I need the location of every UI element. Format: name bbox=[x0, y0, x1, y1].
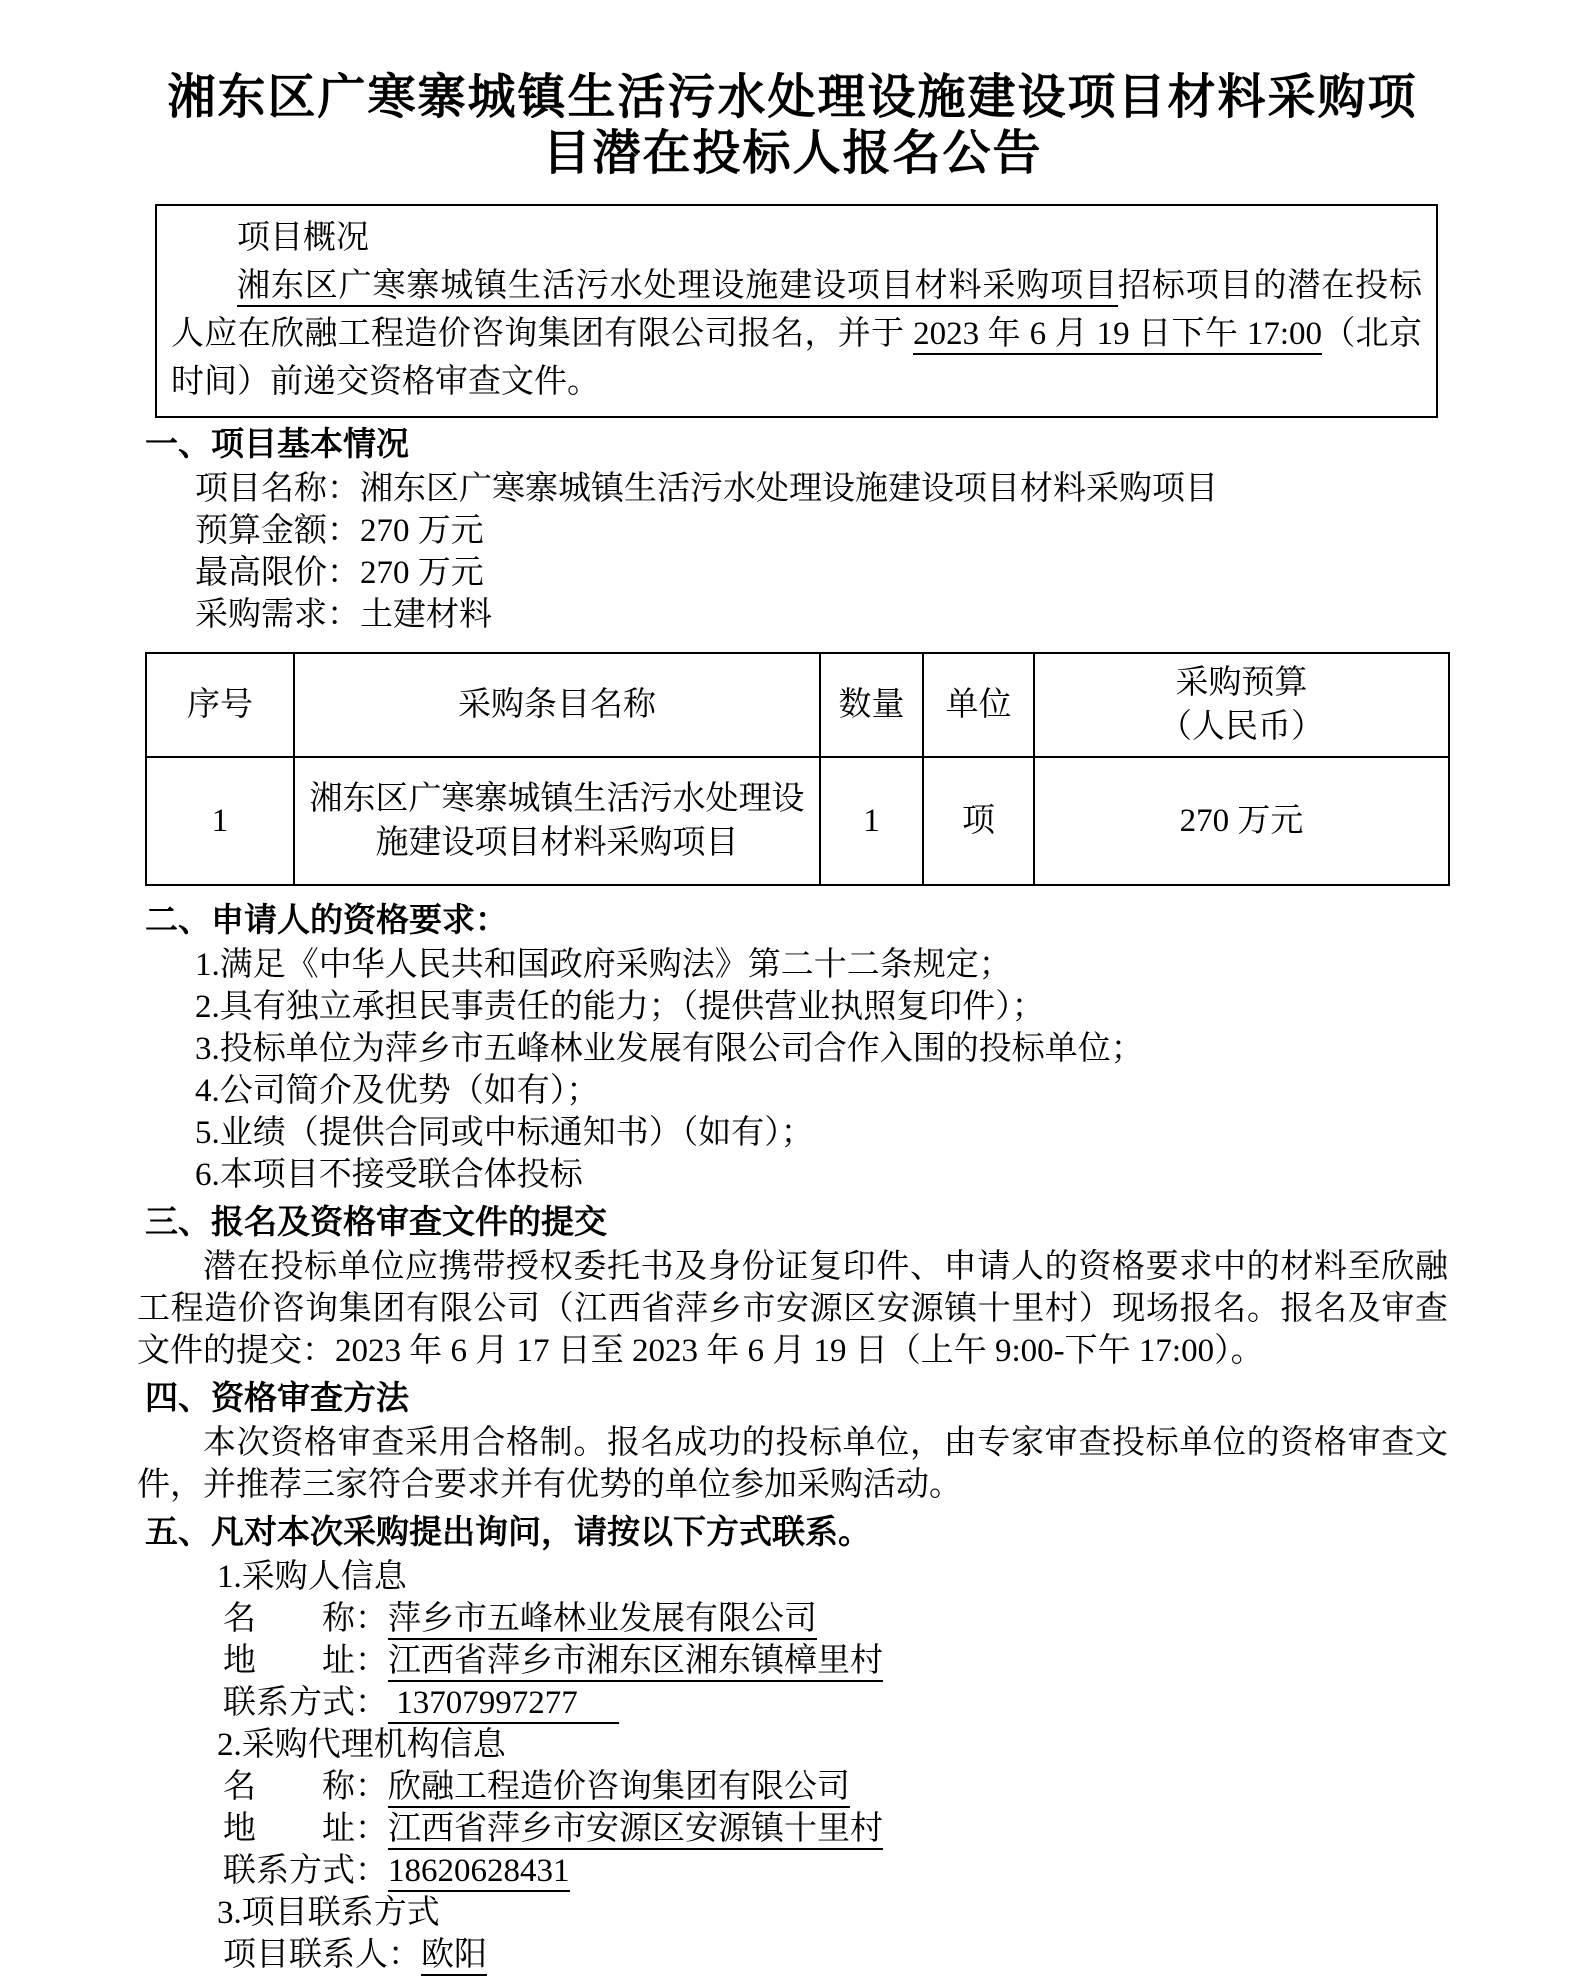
section4-paragraph: 本次资格审查采用合格制。报名成功的投标单位，由专家审查投标单位的资格审查文件，并推荐三家符合要求并有优势的单位参加采购活动。 bbox=[137, 1425, 1448, 1503]
section3-paragraph: 潜在投标单位应携带授权委托书及身份证复印件、申请人的资格要求中的材料至欣融工程造价咨询集团有限公司（江西省萍乡市安源区安源镇十里村）现场报名。报名及审查文件的提交：2023 年 6 月 17 日至 2023 年 6 月 19 日（上午 9:00-下午 17:00）。 bbox=[137, 1249, 1448, 1369]
cell-name: 湘东区广寒寨城镇生活污水处理设施建设项目材料采购项目 bbox=[294, 757, 820, 885]
header-cell-qty: 数量 bbox=[820, 653, 923, 757]
cell-no: 1 bbox=[146, 757, 294, 885]
budget-amount-line: 预算金额：270 万元 bbox=[195, 513, 484, 549]
section2-heading: 二、申请人的资格要求： bbox=[145, 903, 508, 939]
purchaser-contact-value: 13707997277 bbox=[388, 1685, 619, 1724]
agency-name-value: 欣融工程造价咨询集团有限公司 bbox=[388, 1769, 850, 1808]
agency-contact-line bbox=[137, 1850, 1448, 1892]
requirement-item-4: 4.公司简介及优势（如有）； bbox=[195, 1073, 600, 1109]
section3-heading: 三、报名及资格审查文件的提交 bbox=[145, 1205, 607, 1241]
page-title-line2: 目潜在投标人报名公告 bbox=[542, 127, 1043, 180]
project-contact-person-line bbox=[137, 1934, 1448, 1976]
purchaser-name-label: 名 称： bbox=[223, 1601, 388, 1637]
requirement-item-2: 2.具有独立承担民事责任的能力；（提供营业执照复印件）； bbox=[195, 989, 1045, 1025]
project-name-line: 项目名称：湘东区广寒寨城镇生活污水处理设施建设项目材料采购项目 bbox=[195, 471, 1218, 507]
price-cap-line: 最高限价：270 万元 bbox=[195, 555, 484, 591]
procurement-demand-line: 采购需求：土建材料 bbox=[195, 597, 492, 633]
page-title-line1: 湘东区广寒寨城镇生活污水处理设施建设项目材料采购项 bbox=[167, 71, 1418, 124]
requirement-item-3: 3.投标单位为萍乡市五峰林业发展有限公司合作入围的投标单位； bbox=[195, 1031, 1144, 1067]
agency-address-line bbox=[137, 1808, 1448, 1850]
header-cell-unit: 单位 bbox=[923, 653, 1034, 757]
overview-text-segment: 招标项目的潜在投标人应在欣融工程造价咨询集团有限公司报名，并于 bbox=[171, 268, 1423, 352]
header-cell-no: 序号 bbox=[146, 653, 294, 757]
overview-label: 项目概况 bbox=[237, 220, 369, 256]
page-title bbox=[137, 70, 1448, 182]
overview-text-segment-end: （北京时间）前递交资格审查文件。 bbox=[171, 316, 1423, 400]
purchaser-info-subheading: 1.采购人信息 bbox=[217, 1559, 407, 1595]
procurement-items-table bbox=[145, 652, 1450, 886]
project-contact-person-value: 欧阳 bbox=[421, 1937, 487, 1976]
table-row bbox=[146, 757, 1449, 885]
section1-heading: 一、项目基本情况 bbox=[145, 427, 409, 463]
agency-name-line bbox=[137, 1766, 1448, 1808]
cell-qty: 1 bbox=[820, 757, 923, 885]
purchaser-name-line bbox=[137, 1598, 1448, 1640]
requirement-item-6: 6.本项目不接受联合体投标 bbox=[195, 1157, 583, 1193]
overview-project-name-underlined: 湘东区广寒寨城镇生活污水处理设施建设项目材料采购项目 bbox=[237, 268, 1118, 307]
agency-contact-label: 联系方式： bbox=[223, 1853, 388, 1889]
header-budget-line1: 采购预算 bbox=[1175, 665, 1308, 701]
table-header-row bbox=[146, 653, 1449, 757]
agency-name-label: 名 称： bbox=[223, 1769, 388, 1805]
purchaser-name-value: 萍乡市五峰林业发展有限公司 bbox=[388, 1601, 817, 1640]
purchaser-address-label: 地 址： bbox=[223, 1643, 388, 1679]
agency-address-label: 地 址： bbox=[223, 1811, 388, 1847]
project-overview-box bbox=[155, 204, 1438, 418]
header-cell-budget bbox=[1034, 653, 1449, 757]
agency-address-value: 江西省萍乡市安源区安源镇十里村 bbox=[388, 1811, 883, 1850]
overview-deadline-underlined: 2023 年 6 月 19 日下午 17:00 bbox=[913, 316, 1322, 355]
purchaser-address-value: 江西省萍乡市湘东区湘东镇樟里村 bbox=[388, 1643, 883, 1682]
project-contact-subheading: 3.项目联系方式 bbox=[217, 1895, 440, 1931]
project-contact-person-label: 项目联系人： bbox=[223, 1937, 421, 1973]
cell-budget: 270 万元 bbox=[1034, 757, 1449, 885]
section5-heading: 五、凡对本次采购提出询问，请按以下方式联系。 bbox=[145, 1515, 871, 1551]
agency-contact-value: 18620628431 bbox=[388, 1853, 570, 1892]
requirement-item-5: 5.业绩（提供合同或中标通知书）（如有）； bbox=[195, 1115, 814, 1151]
header-budget-line2: （人民币） bbox=[1159, 709, 1324, 745]
cell-unit: 项 bbox=[923, 757, 1034, 885]
requirement-item-1: 1.满足《中华人民共和国政府采购法》第二十二条规定； bbox=[195, 947, 1012, 983]
purchaser-contact-line bbox=[137, 1682, 1448, 1724]
header-cell-name: 采购条目名称 bbox=[294, 653, 820, 757]
purchaser-address-line bbox=[137, 1640, 1448, 1682]
agency-info-subheading: 2.采购代理机构信息 bbox=[217, 1727, 506, 1763]
purchaser-contact-label: 联系方式： bbox=[223, 1685, 388, 1721]
overview-paragraph bbox=[171, 262, 1422, 406]
section4-heading: 四、资格审查方法 bbox=[145, 1381, 409, 1417]
